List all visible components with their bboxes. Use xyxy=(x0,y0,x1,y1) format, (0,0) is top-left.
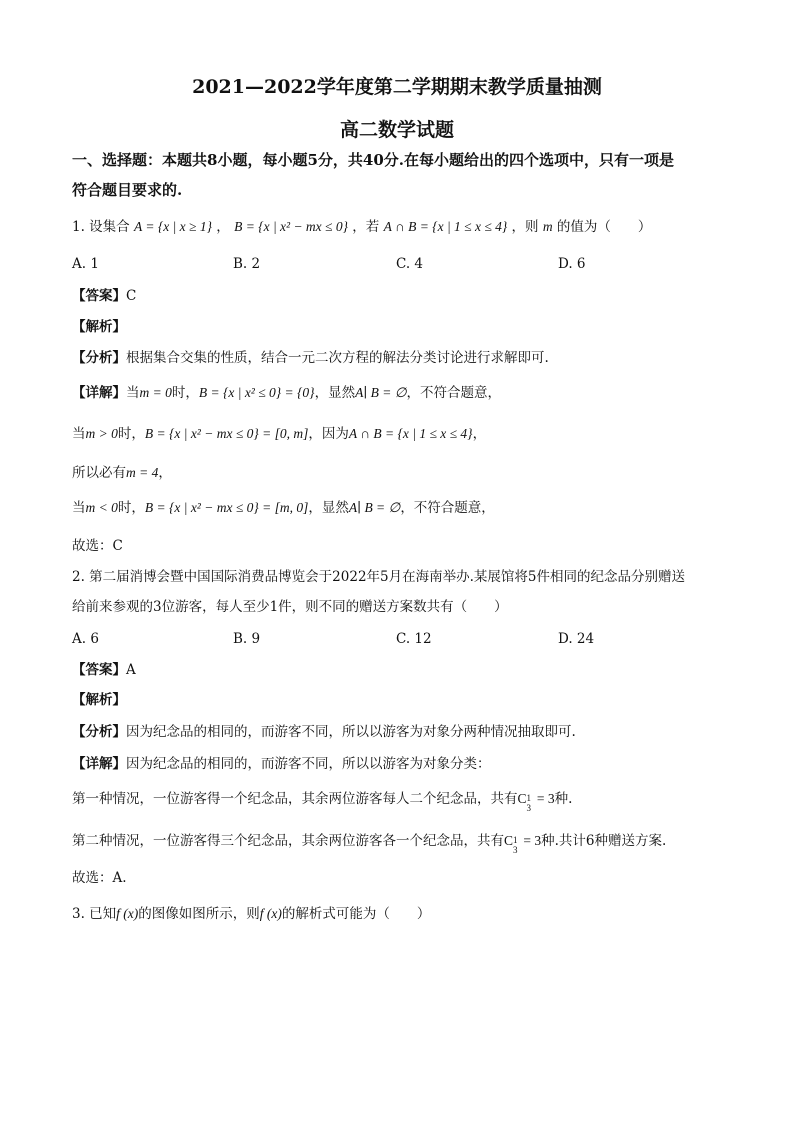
text: 当 xyxy=(72,426,86,442)
answer-label: 【答案】 xyxy=(72,288,126,304)
math: A∣ B = ∅ xyxy=(348,500,401,515)
text: ， xyxy=(472,426,487,442)
text: 的图像如图所示，则 xyxy=(138,906,260,922)
sup: 1 xyxy=(513,834,518,845)
q2-stem-line1: 2. 第二届消博会暨中国国际消费品博览会于2022年5月在海南举办.某展馆将5件相同的纪念品分别赠送 xyxy=(72,569,685,585)
answer-label: 【答案】 xyxy=(72,662,126,678)
text: ，显然 xyxy=(314,385,356,401)
q1-tail-text: ，则 xyxy=(511,219,539,235)
math: m = 0 xyxy=(139,385,172,400)
sup: 1 xyxy=(526,792,532,803)
math: A∣ B = ∅ xyxy=(355,385,407,400)
text: 种. xyxy=(554,791,573,807)
q3-stem xyxy=(72,904,732,924)
q1-end-text: 的值为（ ） xyxy=(556,219,652,235)
text: 所以必有 xyxy=(72,465,126,481)
analysis-label: 【解析】 xyxy=(72,319,126,335)
text: 时， xyxy=(117,500,145,516)
math: f (x) xyxy=(259,906,282,921)
q2-option-a: A. 6 xyxy=(72,631,99,647)
math: B = {x | x² − mx ≤ 0} = [m, 0] xyxy=(144,500,309,515)
q2-option-c: C. 12 xyxy=(396,631,432,647)
detail-text: 因为纪念品的相同的，而游客不同，所以以游客为对象分类： xyxy=(126,756,491,772)
q1-answer xyxy=(72,286,732,306)
q1-analysis-label xyxy=(72,317,732,337)
c: C xyxy=(504,833,514,848)
q2-fenxi xyxy=(72,722,732,742)
q1-option-c: C. 4 xyxy=(396,256,424,272)
sub: 3 xyxy=(513,844,518,855)
q2-option-b: B. 9 xyxy=(233,631,261,647)
text: 第二种情况，一位游客得三个纪念品，其余两位游客各一个纪念品，共有 xyxy=(72,833,504,849)
text: 3. 已知 xyxy=(72,906,117,922)
analysis-label: 【解析】 xyxy=(72,692,126,708)
q1-intersection: A ∩ B = {x | 1 ≤ x ≤ 4} xyxy=(383,219,508,234)
text: 时， xyxy=(117,426,145,442)
exam-subtitle: 高二数学试题 xyxy=(339,119,454,141)
q1-fenxi xyxy=(72,348,732,368)
detail-label: 【详解】 xyxy=(72,385,126,401)
math: m > 0 xyxy=(85,426,118,441)
q1-stem xyxy=(72,217,732,237)
fenxi-text: 根据集合交集的性质，结合一元二次方程的解法分类讨论进行求解即可. xyxy=(126,350,549,366)
q2-case-1 xyxy=(72,789,732,813)
combination xyxy=(504,831,520,855)
text: 时， xyxy=(171,385,199,401)
fenxi-label: 【分析】 xyxy=(72,724,126,740)
q1-stem-text: 1. 设集合 xyxy=(72,219,130,235)
text: ，显然 xyxy=(308,500,349,516)
q1-mid-text: ，若 xyxy=(352,219,380,235)
q1-detail-4 xyxy=(72,498,732,518)
c: C xyxy=(517,791,527,806)
math: A ∩ B = {x | 1 ≤ x ≤ 4} xyxy=(348,426,473,441)
q1-detail-3 xyxy=(72,463,732,483)
q1-conclusion: 故选：C xyxy=(72,538,123,554)
q2-conclusion: 故选：A. xyxy=(72,870,127,886)
math: = 3 xyxy=(520,833,542,848)
q1-sep: ， xyxy=(216,219,230,235)
exam-title: 2021—2022学年度第二学期期末教学质量抽测 xyxy=(192,76,602,98)
q1-detail-2 xyxy=(72,424,732,444)
text: ， xyxy=(158,465,172,481)
text: 种.共计6种赠送方案. xyxy=(541,833,667,849)
detail-label: 【详解】 xyxy=(72,756,126,772)
q2-stem-line2: 给前来参观的3位游客，每人至少1件，则不同的赠送方案数共有（ ） xyxy=(72,599,508,615)
q1-option-b: B. 2 xyxy=(233,256,261,272)
q1-variable: m xyxy=(542,219,553,234)
combination xyxy=(517,789,534,813)
math: B = {x | x² ≤ 0} = {0} xyxy=(198,385,315,400)
q1-set-a: A = {x | x ≥ 1} xyxy=(133,219,212,234)
math: B = {x | x² − mx ≤ 0} = [0, m] xyxy=(144,426,309,441)
math: m < 0 xyxy=(85,500,118,515)
answer-value: A xyxy=(126,662,136,678)
fenxi-text: 因为纪念品的相同的，而游客不同，所以以游客为对象分两种情况抽取即可. xyxy=(126,724,576,740)
q2-detail xyxy=(72,754,732,774)
q1-option-a: A. 1 xyxy=(72,256,99,272)
math: m = 4 xyxy=(126,465,159,480)
text: 当 xyxy=(72,500,86,516)
section-heading-line2: 符合题目要求的. xyxy=(72,181,183,199)
sub: 3 xyxy=(526,802,532,813)
q2-option-d: D. 24 xyxy=(558,631,595,647)
answer-value: C xyxy=(126,288,137,304)
text: ，不符合题意， xyxy=(400,500,495,516)
math: f (x) xyxy=(116,906,139,921)
section-heading-line1: 一、选择题：本题共8小题，每小题5分，共40分.在每小题给出的四个选项中，只有一项是 xyxy=(72,151,674,169)
q1-detail-1 xyxy=(72,383,732,403)
text: 第一种情况，一位游客得一个纪念品，其余两位游客每人二个纪念品，共有 xyxy=(72,791,518,807)
text: 当 xyxy=(126,385,140,401)
text: 的解析式可能为（ ） xyxy=(281,906,431,922)
text: ，因为 xyxy=(308,426,349,442)
q2-case-2 xyxy=(72,831,732,855)
math: = 3 xyxy=(533,791,555,806)
text: ，不符合题意， xyxy=(406,385,501,401)
q1-option-d: D. 6 xyxy=(558,256,586,272)
q2-analysis-label xyxy=(72,690,732,710)
q1-set-b: B = {x | x² − mx ≤ 0} xyxy=(234,219,348,234)
fenxi-label: 【分析】 xyxy=(72,350,126,366)
q2-answer xyxy=(72,660,732,680)
